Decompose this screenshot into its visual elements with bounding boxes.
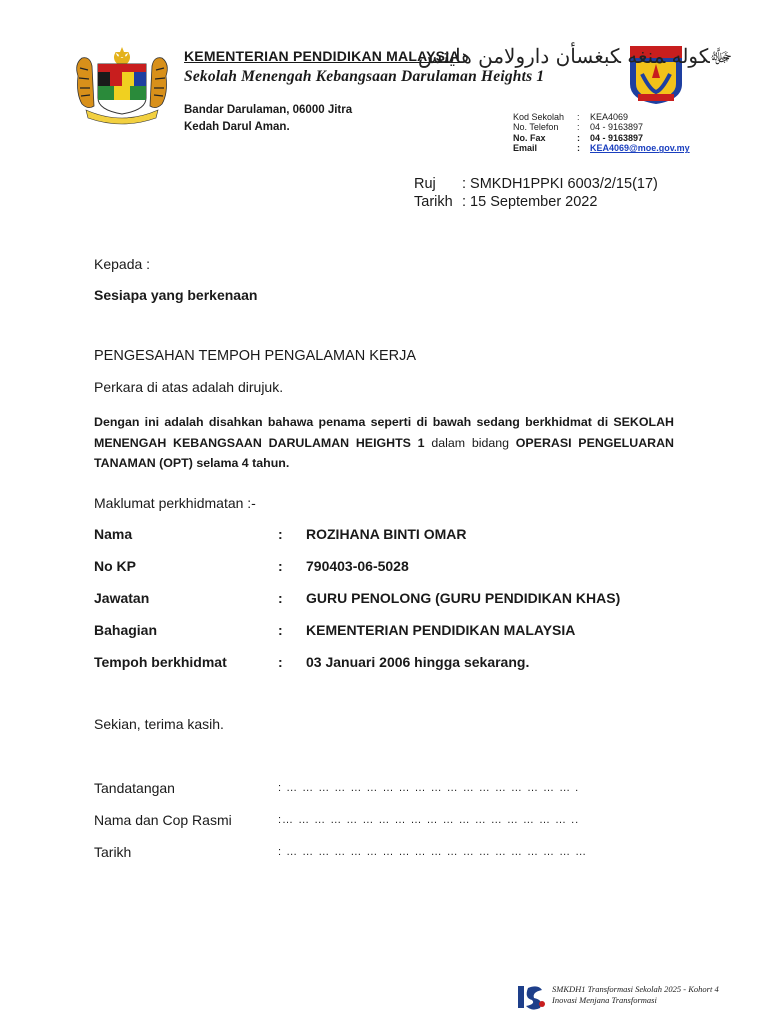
school-name: Sekolah Menengah Kebangsaan Darulaman Heights 1 [184, 68, 545, 85]
info-label: No KP [94, 558, 136, 574]
email-link[interactable]: KEA4069@moe.gov.my [590, 143, 690, 154]
info-row [94, 654, 620, 686]
info-value: ROZIHANA BINTI OMAR [306, 526, 467, 542]
contact-sep: : [577, 132, 580, 143]
sign-row [94, 844, 587, 876]
contact-value: 04 - 9163897 [590, 132, 644, 143]
contact-block [513, 112, 690, 154]
perkara-line: Perkara di atas adalah dirujuk. [94, 379, 284, 395]
signature-block [94, 780, 587, 876]
contact-value: 04 - 9163897 [590, 122, 644, 133]
recipient: Sesiapa yang berkenaan [94, 287, 258, 303]
address-line-2: Kedah Darul Aman. [184, 121, 290, 133]
info-sep: : [278, 590, 283, 606]
info-row [94, 558, 620, 590]
coat-of-arms-logo [72, 46, 172, 126]
body-field: OPERASI PENGELUARAN TANAMAN (OPT) [94, 435, 674, 470]
body-school-name: SEKOLAH MENENGAH KEBANGSAAN DARULAMAN HEIGHTS 1 [94, 415, 674, 450]
sign-label: Nama dan Cop Rasmi [94, 812, 232, 828]
contact-sep: : [577, 122, 580, 133]
sign-row [94, 812, 587, 844]
transformation-logo [516, 982, 548, 1012]
info-label: Jawatan [94, 590, 150, 606]
body-text-3: selama 4 tahun. [192, 456, 290, 470]
contact-value: KEA4069 [590, 112, 629, 122]
info-value: KEMENTERIAN PENDIDIKAN MALAYSIA [306, 622, 576, 638]
info-row [94, 622, 620, 654]
info-sep: : [278, 526, 283, 542]
sign-field: : … … … … … … … … … … … … … … … … … … . [278, 782, 580, 794]
contact-label: No. Telefon [513, 122, 559, 133]
ruj-label: Ruj [414, 176, 436, 192]
info-value: 03 Januari 2006 hingga sekarang. [306, 654, 530, 670]
footer-line-2: Inovasi Menjana Transformasi [552, 995, 657, 1005]
contact-row [513, 143, 690, 153]
contact-label: Email [513, 143, 538, 154]
ruj-value: : SMKDH1PPKI 6003/2/15(17) [462, 176, 658, 192]
jawi-school-name: ﷻﻜﻮﻟﻪ ﻤﻨﻐﻪ ﻜﺒﻐﺴﺄن دارولامن هايتس [418, 44, 733, 68]
tarikh-label: Tarikh [414, 194, 453, 210]
service-info-table [94, 526, 620, 686]
contact-label: No. Fax [513, 132, 546, 143]
body-paragraph [94, 412, 674, 474]
reference-block [414, 175, 658, 211]
info-row [94, 526, 620, 558]
info-row [94, 590, 620, 622]
tarikh-value: : 15 September 2022 [462, 194, 598, 210]
contact-sep: : [577, 143, 580, 154]
sign-field: :… … … … … … … … … … … … … … … … … … .. [278, 814, 580, 826]
info-sep: : [278, 622, 283, 638]
sign-label: Tarikh [94, 844, 132, 860]
contact-sep: : [577, 112, 580, 122]
ministry-name: KEMENTERIAN PENDIDIKAN MALAYSIA [184, 48, 460, 64]
contact-row [513, 133, 690, 143]
info-value: GURU PENOLONG (GURU PENDIDIKAN KHAS) [306, 590, 621, 606]
contact-label: Kod Sekolah [513, 112, 565, 122]
maklumat-heading: Maklumat perkhidmatan :- [94, 495, 256, 511]
body-text-2: dalam bidang [424, 435, 516, 450]
contact-row [513, 112, 690, 122]
sign-row [94, 780, 587, 812]
address-line-1: Bandar Darulaman, 06000 Jitra [184, 104, 353, 116]
sign-field: : … … … … … … … … … … … … … … … … … … … [278, 846, 588, 858]
info-sep: : [278, 558, 283, 574]
info-label: Bahagian [94, 622, 158, 638]
info-label: Nama [94, 526, 133, 542]
closing-line: Sekian, terima kasih. [94, 716, 224, 732]
sign-label: Tandatangan [94, 780, 175, 796]
info-sep: : [278, 654, 283, 670]
info-label: Tempoh berkhidmat [94, 654, 227, 670]
contact-row [513, 122, 690, 132]
body-text-1: Dengan ini adalah disahkan bahawa penama seperti di bawah sedang berkhidmat di [94, 415, 609, 429]
info-value: 790403-06-5028 [306, 558, 409, 574]
letter-subject: PENGESAHAN TEMPOH PENGALAMAN KERJA [94, 348, 417, 364]
footer-text [552, 984, 719, 1006]
footer-line-1: SMKDH1 Transformasi Sekolah 2025 - Kohort 4 [552, 984, 719, 994]
kepada-label: Kepada : [94, 256, 151, 272]
